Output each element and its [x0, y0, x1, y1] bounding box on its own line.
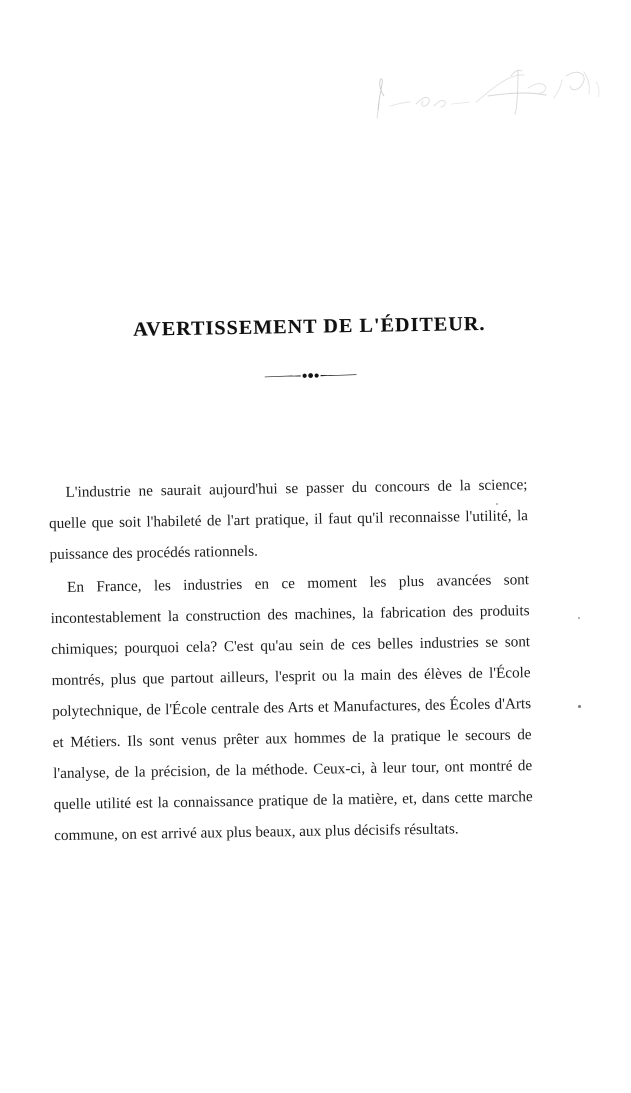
body-text [48, 469, 533, 851]
scan-speck [578, 705, 581, 708]
page-title: AVERTISSEMENT DE L'ÉDITEUR. [133, 313, 486, 342]
scan-speck [496, 503, 498, 505]
paragraph: En France, les industries en ce moment les plus avancées sont incontestablement la construction des machines, la fabrication des produits chimiques; pourquoi cela? C'est qu'au sein de ces belles industries se sont montrés, plus que partout ailleurs, l'esprit ou la main des élèves de l'École polytechnique, de l'École centrale des Arts et Manufactures, des Écoles d'Arts et Métiers. Ils sont venus prêter aux hommes de la pratique le secours de l'analyse, de la précision, de la méthode. Ceux-ci, à leur tour, ont montré de quelle utilité est la connaissance pratique de la matière, et, dans cette marche commune, on est arrivé aux plus beaux, aux plus décisifs résultats. [50, 571, 533, 845]
decorative-divider [0, 365, 626, 387]
scan-speck [578, 617, 580, 619]
paragraph: L'industrie ne saurait aujourd'hui se passer du concours de la science; quelle que soit l'habileté de l'art pratique, il faut qu'il reconnaisse l'utilité, la puissance des procédés rationnels. [48, 476, 529, 564]
